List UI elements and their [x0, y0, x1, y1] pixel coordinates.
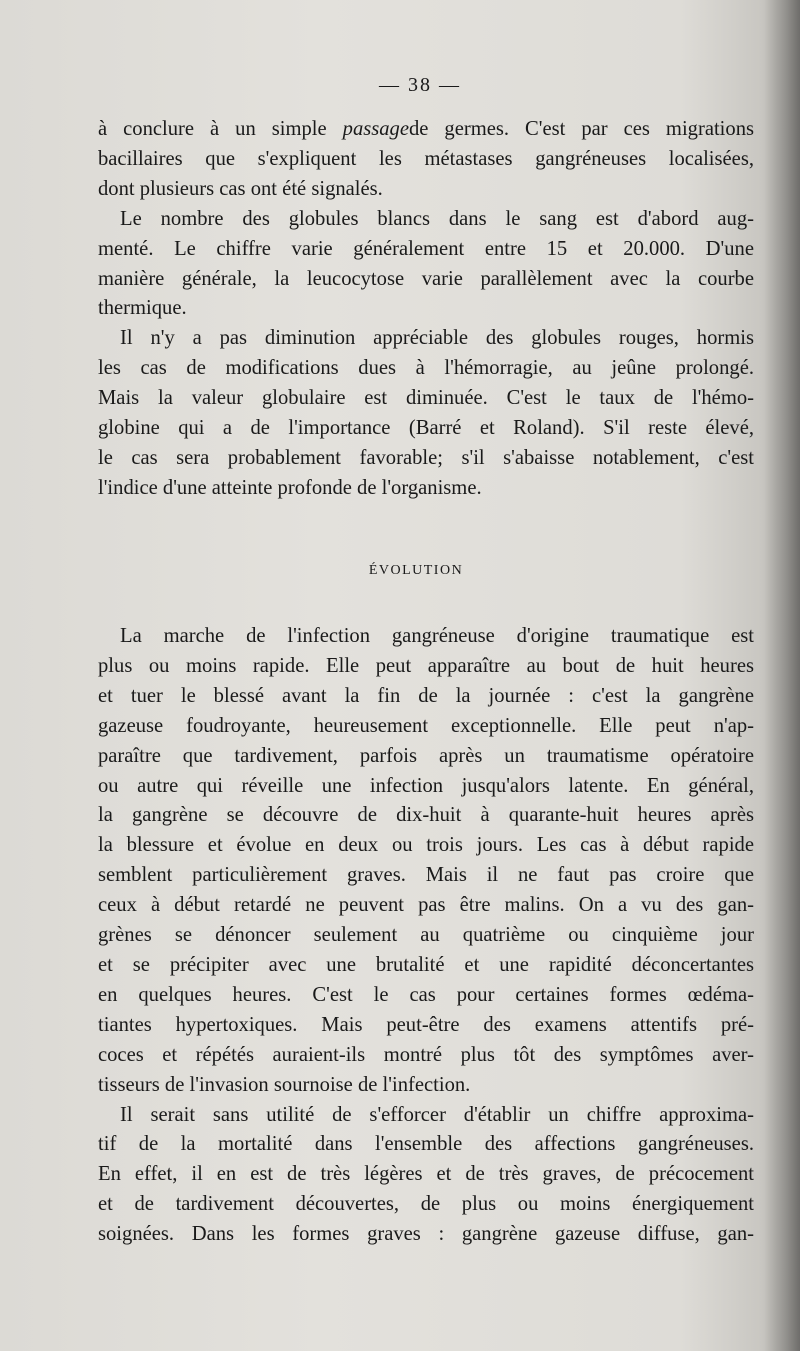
text-block-evolution [98, 622, 754, 1250]
text-line: menté. Le chiffre varie généralement entre 15 et 20.000. D'une [98, 237, 754, 260]
text-line: dont plusieurs cas ont été signalés. [98, 177, 383, 200]
text-line: plus ou moins rapide. Elle peut apparaître au bout de huit heures [98, 654, 754, 677]
text-line: ceux à début retardé ne peuvent pas être malins. On a vu des gan- [98, 894, 754, 917]
text-line: manière générale, la leucocytose varie parallèlement avec la courbe [98, 267, 754, 290]
text-line: l'indice d'une atteinte profonde de l'organisme. [98, 476, 482, 499]
text-line: à conclure à un simple passagede germes. C'est par ces migrations [98, 118, 755, 140]
text-line: Le nombre des globules blancs dans le sang est d'abord aug- [120, 207, 754, 230]
text-block-top [98, 115, 754, 504]
text-line: la gangrène se découvre de dix-huit à quarante-huit heures après [98, 804, 754, 827]
text-line: la blessure et évolue en deux ou trois jours. Les cas à début rapide [98, 834, 754, 857]
text-line: Il n'y a pas diminution appréciable des globules rouges, hormis [120, 327, 754, 350]
text-line: coces et répétés auraient-ils montré plus tôt des symptômes aver- [98, 1043, 754, 1066]
text-line: thermique. [98, 297, 187, 320]
text-line: et se précipiter avec une brutalité et une rapidité déconcertantes [98, 953, 754, 976]
text-line: Mais la valeur globulaire est diminuée. C'est le taux de l'hémo- [98, 387, 754, 410]
text-line: En effet, il en est de très légères et de très graves, de précocement [98, 1163, 754, 1186]
text-line: soignées. Dans les formes graves : gangrène gazeuse diffuse, gan- [98, 1223, 754, 1246]
text-line: les cas de modifications dues à l'hémorragie, au jeûne prolongé. [98, 357, 754, 380]
text-line: globine qui a de l'importance (Barré et Roland). S'il reste élevé, [98, 417, 754, 440]
text-line: tiantes hypertoxiques. Mais peut-être des examens attentifs pré- [98, 1013, 754, 1036]
text-line: bacillaires que s'expliquent les métastases gangréneuses localisées, [98, 147, 754, 170]
text-line: paraître que tardivement, parfois après un traumatisme opératoire [98, 744, 754, 767]
text-line: tisseurs de l'invasion sournoise de l'infection. [98, 1073, 471, 1096]
text-line: semblent particulièrement graves. Mais il ne faut pas croire que [98, 864, 754, 887]
section-heading: ÉVOLUTION [368, 563, 464, 578]
text-line: gazeuse foudroyante, heureusement exceptionnelle. Elle peut n'ap- [98, 714, 754, 737]
text-line: Il serait sans utilité de s'efforcer d'établir un chiffre approxima- [120, 1103, 754, 1126]
text-line: et de tardivement découvertes, de plus ou moins énergiquement [98, 1193, 754, 1216]
text-line: le cas sera probablement favorable; s'il s'abaisse notablement, c'est [98, 446, 754, 469]
italic-word: passage [342, 118, 409, 140]
text-line: et tuer le blessé avant la fin de la journée : c'est la gangrène [98, 684, 754, 707]
text-line: ou autre qui réveille une infection jusqu'alors latente. En général, [98, 774, 754, 797]
text-line: tif de la mortalité dans l'ensemble des affections gangréneuses. [98, 1133, 754, 1156]
text-line: La marche de l'infection gangréneuse d'origine traumatique est [120, 625, 754, 647]
page-number: — 38 — [379, 74, 461, 96]
text-line: grènes se dénoncer seulement au quatrième ou cinquième jour [98, 924, 754, 947]
page-spine-shadow [764, 0, 800, 1351]
text-line: en quelques heures. C'est le cas pour certaines formes œdéma- [98, 983, 754, 1006]
